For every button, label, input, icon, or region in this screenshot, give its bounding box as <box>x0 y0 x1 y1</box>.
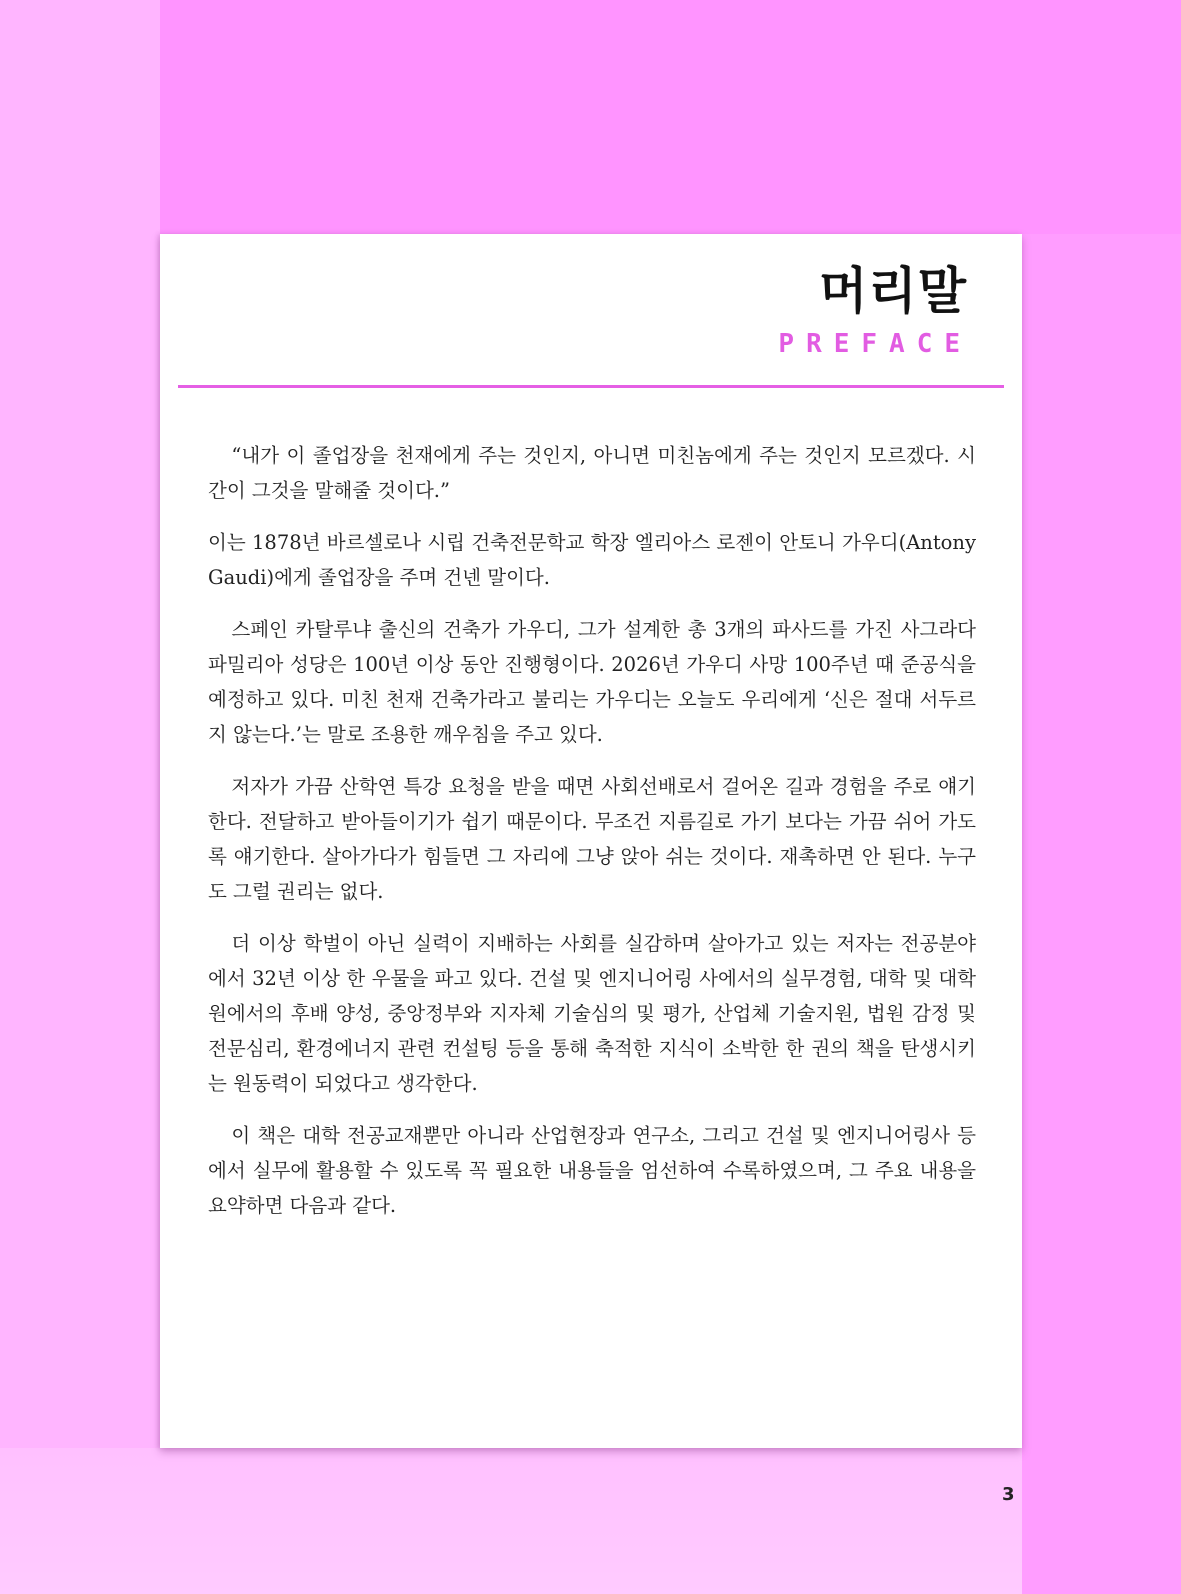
frame-right-band <box>1022 234 1181 1594</box>
title-divider <box>178 385 1004 388</box>
paragraph-quote: “내가 이 졸업장을 천재에게 주는 것인지, 아니면 미친놈에게 주는 것인지 모르겠다. 시간이 그것을 말해줄 것이다.” <box>208 444 976 502</box>
paragraph-source: 이는 1878년 바르셀로나 시립 건축전문학교 학장 엘리아스 로젠이 안토니 가우디(Antony Gaudi)에게 졸업장을 주며 건넨 말이다. <box>208 531 976 589</box>
frame-left-band <box>0 0 160 1448</box>
paragraph-gaudi: 스페인 카탈루냐 출신의 건축가 가우디, 그가 설계한 총 3개의 파사드를 가진 사그라다 파밀리아 성당은 100년 이상 동안 진행형이다. 2026년 가우디 사망 100주년 때 준공식을 예정하고 있다. 미친 천재 건축가라고 불리는 가우디는 오늘도 우리에게 ‘신은 절대 서두르지 않는다.’는 말로 조용한 깨우침을 주고 있다. <box>208 618 976 746</box>
preface-body <box>208 438 976 1240</box>
page-paper <box>160 234 1022 1448</box>
paragraph-lecture: 저자가 가끔 산학연 특강 요청을 받을 때면 사회선배로서 걸어온 길과 경험을 주로 얘기한다. 전달하고 받아들이기가 쉽기 때문이다. 무조건 지름길로 가기 보다는 가끔 쉬어 가도록 얘기한다. 살아가다가 힘들면 그 자리에 그냥 앉아 쉬는 것이다. 재촉하면 안 된다. 누구도 그럴 권리는 없다. <box>208 775 976 903</box>
frame-bottom-band <box>0 1448 1022 1594</box>
page-title: 머리말 <box>819 262 967 320</box>
frame-top-band <box>160 0 1181 234</box>
page-number: 3 <box>1002 1484 1015 1505</box>
paragraph-purpose: 이 책은 대학 전공교재뿐만 아니라 산업현장과 연구소, 그리고 건설 및 엔지니어링사 등에서 실무에 활용할 수 있도록 꼭 필요한 내용들을 엄선하여 수록하였으며, 그 주요 내용을 요약하면 다음과 같다. <box>208 1124 976 1217</box>
page-subtitle: PREFACE <box>778 329 972 359</box>
paragraph-author: 더 이상 학벌이 아닌 실력이 지배하는 사회를 실감하며 살아가고 있는 저자는 전공분야에서 32년 이상 한 우물을 파고 있다. 건설 및 엔지니어링 사에서의 실무경험, 대학 및 대학원에서의 후배 양성, 중앙정부와 지자체 기술심의 및 평가, 산업체 기술지원, 법원 감정 및 전문심리, 환경에너지 관련 컨설팅 등을 통해 축적한 지식이 소박한 한 권의 책을 탄생시키는 원동력이 되었다고 생각한다. <box>208 932 976 1095</box>
